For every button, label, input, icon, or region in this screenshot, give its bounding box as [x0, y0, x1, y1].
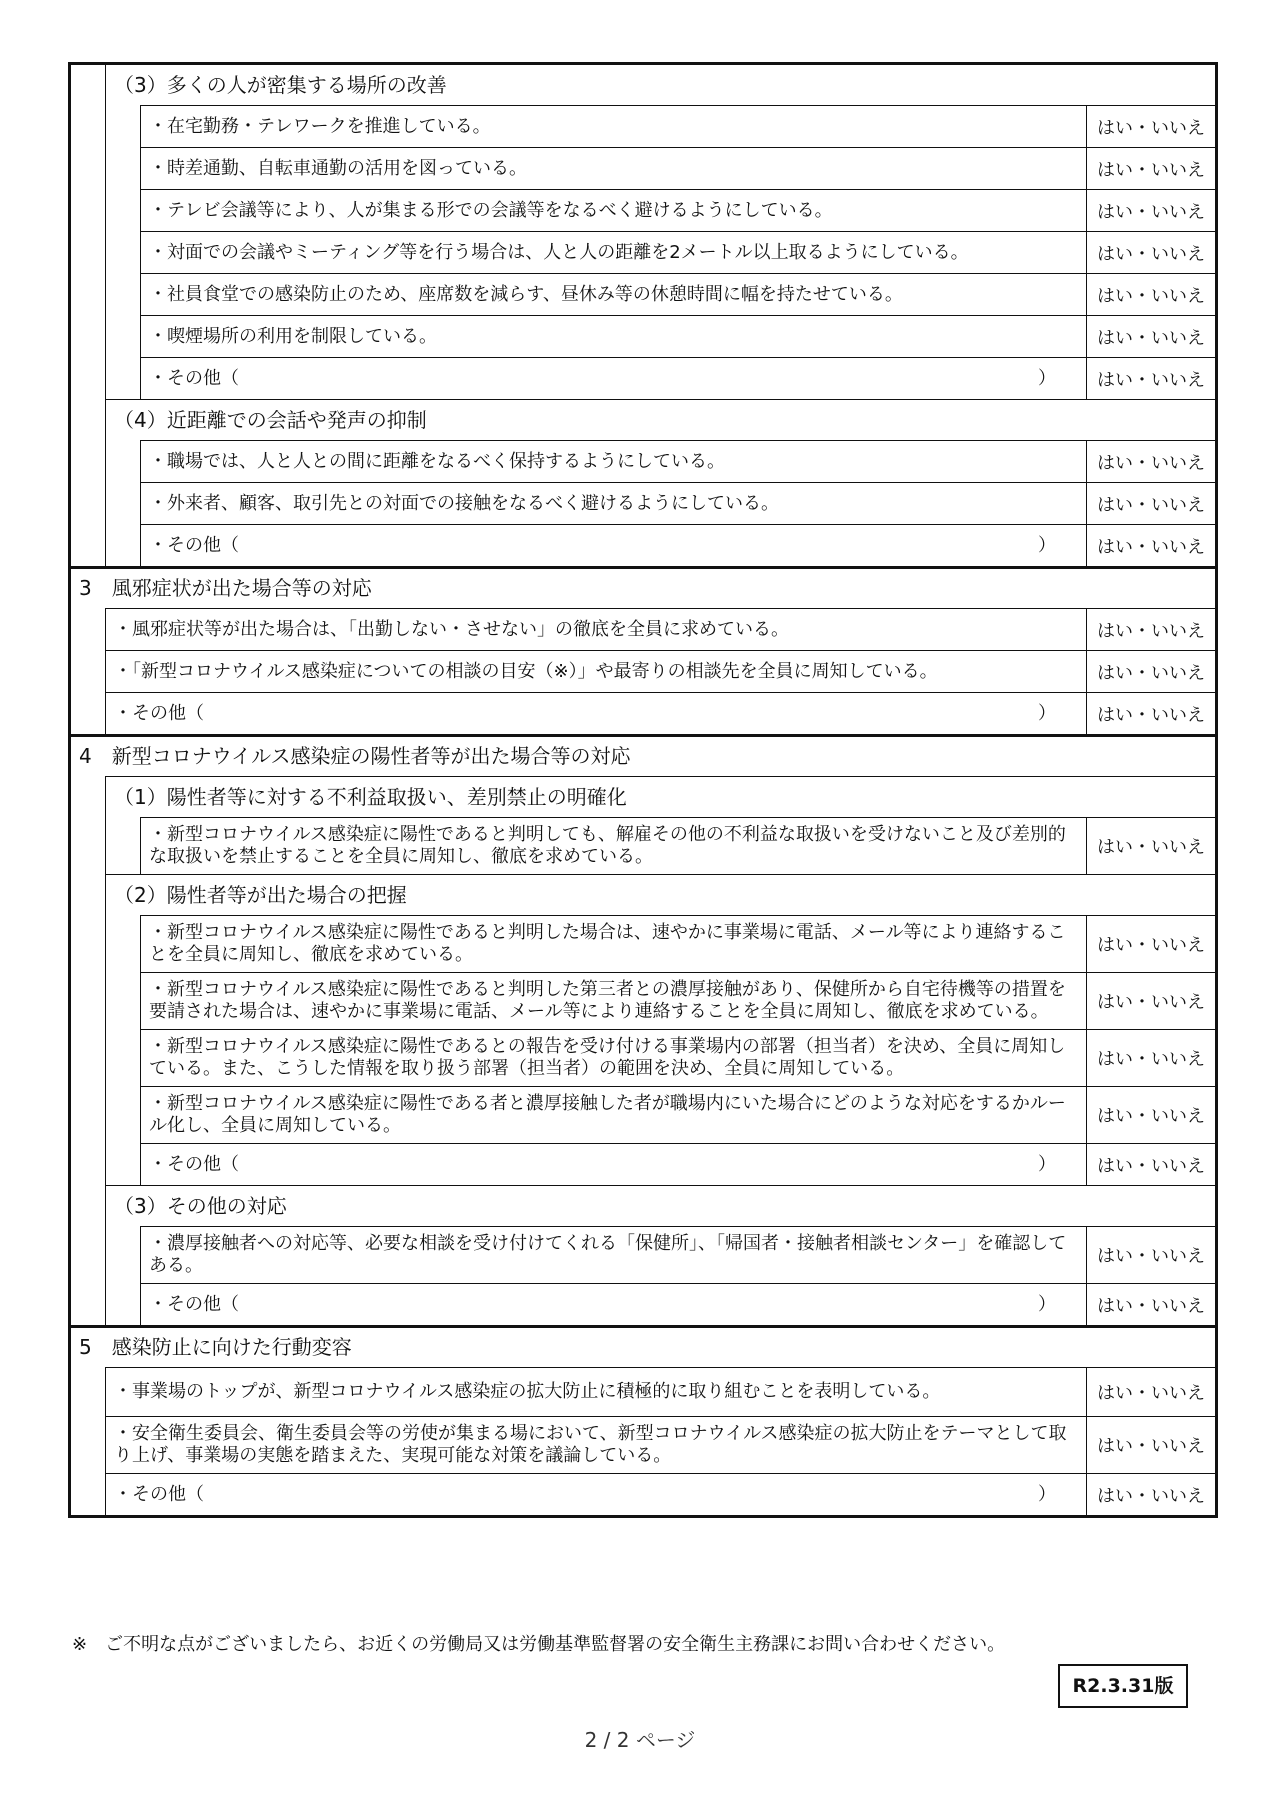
subsection-heading: （3）多くの人が密集する場所の改善 [114, 73, 447, 97]
checklist-row [106, 608, 1215, 650]
subsection-rows [140, 440, 1215, 566]
question-text: ・時差通勤、自転車通勤の活用を図っている。 [149, 157, 527, 179]
subsection-rows [140, 1226, 1215, 1325]
answer-yes-no[interactable]: はい・いいえ [1086, 1284, 1215, 1325]
subsection-rows [140, 817, 1215, 874]
subsection-rows [140, 105, 1215, 399]
answer-yes-no[interactable]: はい・いいえ [1086, 274, 1215, 315]
other-field[interactable] [141, 358, 1086, 399]
section-heading: 5 感染防止に向けた行動変容 [79, 1335, 352, 1359]
other-close: ） [1038, 702, 1056, 724]
answer-yes-no[interactable]: はい・いいえ [1086, 609, 1215, 650]
answer-yes-no[interactable]: はい・いいえ [1086, 973, 1215, 1029]
question-text: ・喫煙場所の利用を制限している。 [149, 325, 437, 347]
subsection-heading: （2）陽性者等が出た場合の把握 [106, 874, 1215, 915]
question-text: ・事業場のトップが、新型コロナウイルス感染症の拡大防止に積極的に取り組むことを表明している。 [114, 1381, 941, 1402]
subsection [105, 776, 1215, 874]
checklist-row [141, 1226, 1215, 1283]
checklist-row-other [141, 357, 1215, 399]
checklist-row [141, 147, 1215, 189]
other-close: ） [1038, 1483, 1056, 1505]
other-field[interactable] [141, 1284, 1086, 1325]
answer-yes-no[interactable]: はい・いいえ [1086, 483, 1215, 524]
other-close: ） [1038, 367, 1056, 389]
answer-yes-no[interactable]: はい・いいえ [1086, 1368, 1215, 1416]
question-text: ・「新型コロナウイルス感染症についての相談の目安（※）」や最寄りの相談先を全員に周知している。 [114, 660, 938, 682]
other-label: ・その他（ [149, 367, 239, 389]
checklist-row [141, 273, 1215, 315]
other-label: ・その他（ [149, 534, 239, 556]
other-label: ・その他（ [114, 1483, 204, 1505]
section-block [68, 1325, 1218, 1518]
answer-yes-no[interactable]: はい・いいえ [1086, 1030, 1215, 1086]
answer-yes-no[interactable]: はい・いいえ [1086, 1087, 1215, 1143]
question-text: ・対面での会議やミーティング等を行う場合は、人と人の距離を2メートル以上取るようにしている。 [149, 241, 969, 263]
section-block [68, 62, 1218, 566]
other-close: ） [1038, 1293, 1056, 1315]
question-text: ・外来者、顧客、取引先との対面での接触をなるべく避けるようにしている。 [149, 492, 779, 514]
checklist-row [141, 817, 1215, 874]
checklist-row-other [141, 1143, 1215, 1185]
answer-yes-no[interactable]: はい・いいえ [1086, 1417, 1215, 1473]
checklist-row [141, 105, 1215, 147]
answer-yes-no[interactable]: はい・いいえ [1086, 190, 1215, 231]
other-close: ） [1038, 534, 1056, 556]
answer-yes-no[interactable]: はい・いいえ [1086, 232, 1215, 273]
answer-yes-no[interactable]: はい・いいえ [1086, 441, 1215, 482]
checklist-row [106, 650, 1215, 692]
question-text: ・安全衛生委員会、衛生委員会等の労使が集まる場において、新型コロナウイルス感染症の拡大防止をテーマとして取り上げ、事業場の実態を踏まえた、実現可能な対策を議論している。 [114, 1423, 1067, 1466]
other-field[interactable] [106, 1474, 1086, 1515]
checklist-row [141, 482, 1215, 524]
question-text: ・新型コロナウイルス感染症に陽性であるとの報告を受け付ける事業場内の部署（担当者）を決め、全員に周知している。また、こうした情報を取り扱う部署（担当者）の範囲を決め、全員に周知している。 [149, 1036, 1066, 1079]
answer-yes-no[interactable]: はい・いいえ [1086, 818, 1215, 874]
subsection [105, 399, 1215, 566]
answer-yes-no[interactable]: はい・いいえ [1086, 148, 1215, 189]
other-field[interactable] [141, 525, 1086, 566]
answer-yes-no[interactable]: はい・いいえ [1086, 525, 1215, 566]
checklist-row-other [106, 1473, 1215, 1515]
question-text: ・新型コロナウイルス感染症に陽性であると判明しても、解雇その他の不利益な取扱いを受けないこと及び差別的な取扱いを禁止することを全員に周知し、徹底を求めている。 [149, 824, 1066, 867]
answer-yes-no[interactable]: はい・いいえ [1086, 1474, 1215, 1515]
subsection-heading: （3）その他の対応 [106, 1185, 1215, 1226]
section-rows [105, 608, 1215, 734]
answer-yes-no[interactable]: はい・いいえ [1086, 1227, 1215, 1283]
other-field[interactable] [141, 1144, 1086, 1185]
checklist-row-other [141, 1283, 1215, 1325]
subsection-heading: （4）近距離での会話や発声の抑制 [106, 399, 1215, 440]
question-text: ・社員食堂での感染防止のため、座席数を減らす、昼休み等の休憩時間に幅を持たせている。 [149, 283, 903, 305]
checklist-row [141, 1029, 1215, 1086]
question-text: ・職場では、人と人との間に距離をなるべく保持するようにしている。 [149, 450, 725, 472]
section-rows [105, 1367, 1215, 1515]
answer-yes-no[interactable]: はい・いいえ [1086, 316, 1215, 357]
checklist-row [141, 1086, 1215, 1143]
checklist-row [141, 315, 1215, 357]
subsection-rows [140, 915, 1215, 1185]
footnote: ※ ご不明な点がございましたら、お近くの労働局又は労働基準監督署の安全衛生主務課にお問い合わせください。 [72, 1634, 1006, 1655]
other-label: ・その他（ [149, 1153, 239, 1175]
section-heading: 4 新型コロナウイルス感染症の陽性者等が出た場合等の対応 [79, 744, 631, 768]
checklist-row [106, 1416, 1215, 1473]
answer-yes-no[interactable]: はい・いいえ [1086, 1144, 1215, 1185]
checklist-table [68, 62, 1218, 1518]
answer-yes-no[interactable]: はい・いいえ [1086, 358, 1215, 399]
page-number: 2 / 2 ページ [584, 1728, 696, 1752]
question-text: ・新型コロナウイルス感染症に陽性であると判明した場合は、速やかに事業場に電話、メール等により連絡することを全員に周知し、徹底を求めている。 [149, 922, 1066, 965]
subsection [105, 1185, 1215, 1325]
answer-yes-no[interactable]: はい・いいえ [1086, 106, 1215, 147]
question-text: ・濃厚接触者への対応等、必要な相談を受け付けてくれる「保健所」、「帰国者・接触者相談センター」を確認してある。 [149, 1233, 1067, 1276]
checklist-row [141, 189, 1215, 231]
section-heading: 3 風邪症状が出た場合等の対応 [79, 576, 372, 600]
question-text: ・在宅勤務・テレワークを推進している。 [149, 115, 491, 137]
checklist-row [141, 440, 1215, 482]
subsection [105, 65, 1215, 399]
checklist-row [141, 231, 1215, 273]
checklist-row [141, 972, 1215, 1029]
checklist-row [106, 1367, 1215, 1416]
checklist-row-other [106, 692, 1215, 734]
checklist-row-other [141, 524, 1215, 566]
version-badge: R2.3.31版 [1058, 1664, 1188, 1708]
answer-yes-no[interactable]: はい・いいえ [1086, 693, 1215, 734]
answer-yes-no[interactable]: はい・いいえ [1086, 916, 1215, 972]
subsection-heading: （1）陽性者等に対する不利益取扱い、差別禁止の明確化 [106, 776, 1215, 817]
answer-yes-no[interactable]: はい・いいえ [1086, 651, 1215, 692]
question-text: ・テレビ会議等により、人が集まる形での会議等をなるべく避けるようにしている。 [149, 199, 833, 221]
question-text: ・風邪症状等が出た場合は、「出勤しない・させない」の徹底を全員に求めている。 [114, 618, 789, 640]
subsection [105, 874, 1215, 1185]
other-field[interactable] [106, 693, 1086, 734]
other-label: ・その他（ [149, 1293, 239, 1315]
checklist-row [141, 915, 1215, 972]
section-block [68, 566, 1218, 734]
question-text: ・新型コロナウイルス感染症に陽性である者と濃厚接触した者が職場内にいた場合にどのような対応をするかルール化し、全員に周知している。 [149, 1093, 1066, 1136]
other-close: ） [1038, 1153, 1056, 1175]
section-block [68, 734, 1218, 1325]
other-label: ・その他（ [114, 702, 204, 724]
question-text: ・新型コロナウイルス感染症に陽性であると判明した第三者との濃厚接触があり、保健所から自宅待機等の措置を要請された場合は、速やかに事業場に電話、メール等により連絡することを全員に周知し、徹底を求めている。 [149, 979, 1066, 1022]
